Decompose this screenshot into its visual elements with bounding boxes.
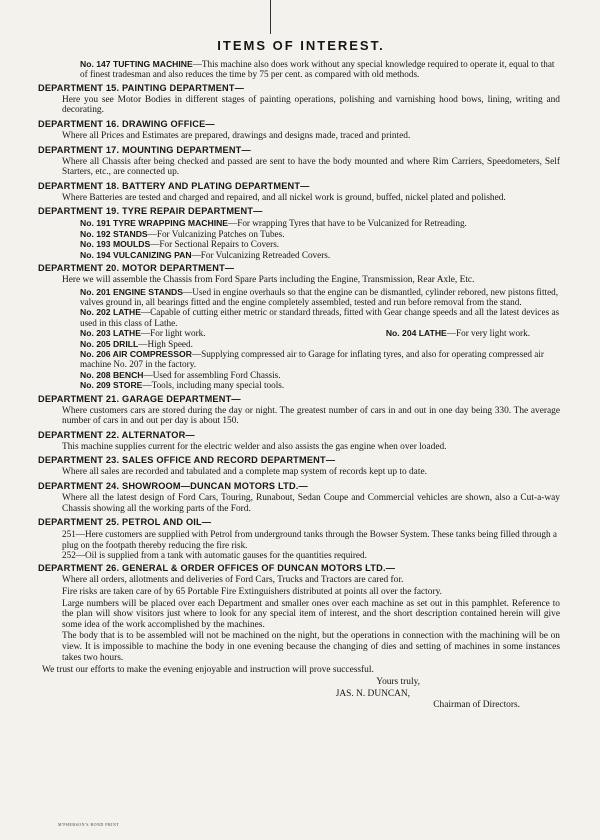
item-text: —For Vulcanizing Patches on Tubes. xyxy=(147,228,285,239)
intro-item xyxy=(80,59,560,80)
list-item xyxy=(80,250,560,260)
item-text: —This machine also does work without any special knowledge required to operate it, equal to that of finest tradesman and also reduces the time by 75 per cent. as compared with old methods. xyxy=(80,59,555,80)
list-item xyxy=(80,380,560,390)
dept-26-text: Large numbers will be placed over each Department and smaller ones over each machine as set out in this pamphlet. Reference to the plan will show visitors just where to look for any special item of interest, and the short description contained herein will give some idea of the work accomplished by the machines. xyxy=(62,598,560,630)
dept-21-text: Where customers cars are stored during the day or night. The greatest number of cars in and out in one day being 330. The average number of cars in and out per day is about 150. xyxy=(62,405,560,427)
dept-26-text: Where all orders, allotments and deliveries of Ford Cars, Trucks and Tractors are cared for. xyxy=(62,575,404,586)
dept-18-heading: DEPARTMENT 18. BATTERY AND PLATING DEPARTMENT— xyxy=(38,180,310,191)
item-code: No. 201 ENGINE STANDS xyxy=(80,286,183,297)
dept-21-heading: DEPARTMENT 21. GARAGE DEPARTMENT— xyxy=(38,393,241,404)
item-code: No. 202 LATHE xyxy=(80,307,141,318)
item-text: —Supplying compressed air to Garage for inflating tyres, and also for operating compressed air machine No. 207 in the factory. xyxy=(80,349,544,370)
item-code: No. 193 MOULDS xyxy=(80,239,151,250)
item-code: No. 205 DRILL xyxy=(80,338,139,349)
dept-24-text: Where all the latest design of Ford Cars, Touring, Runabout, Sedan Coupe and Commercial vehicles are shown, also a Cut-a-way Chassis showing all the working parts of the Ford. xyxy=(62,493,560,514)
dept-22-text: This machine supplies current for the electric welder and also assists the gas engine when over loaded. xyxy=(62,441,447,452)
list-item xyxy=(80,339,560,349)
list-item xyxy=(62,550,560,560)
printer-credit: M'PHERSON'S BOND PRINT xyxy=(58,822,120,827)
dept-17-heading: DEPARTMENT 17. MOUNTING DEPARTMENT— xyxy=(38,144,251,155)
item-text: —Here customers are supplied with Petrol from underground tanks through the Bowser System. These tanks being filled through a plug on the footpath thereby reducing the fire risk. xyxy=(62,529,557,550)
list-item xyxy=(80,328,206,338)
list-item xyxy=(80,229,560,239)
item-text: —Capable of cutting either metric or standard threads, fitted with Gear change speeds and all the latest devices as used in this class of Lathe. xyxy=(80,307,560,328)
dept-16-heading: DEPARTMENT 16. DRAWING OFFICE— xyxy=(38,119,215,129)
list-item-pair xyxy=(80,328,560,338)
dept-23-text: Where all sales are recorded and tabulated and a complete map system of records kept up to date. xyxy=(62,467,427,478)
dept-25-heading: DEPARTMENT 25. PETROL AND OIL— xyxy=(38,517,212,528)
closing-text: We trust our efforts to make the evening enjoyable and instruction will prove successful. xyxy=(42,665,374,676)
list-item xyxy=(80,349,560,370)
list-item xyxy=(80,218,560,228)
item-text: —For very light work. xyxy=(446,328,530,339)
item-text: —Used for assembling Ford Chassis. xyxy=(143,369,281,380)
dept-20-heading: DEPARTMENT 20. MOTOR DEPARTMENT— xyxy=(38,263,235,273)
dept-16-text: Where all Prices and Estimates are prepared, drawings and designs made, traced and printed. xyxy=(62,131,411,141)
list-item xyxy=(80,287,560,308)
item-text: —Tools, including many special tools. xyxy=(142,380,285,391)
dept-18-text: Where Batteries are tested and charged and repaired, and all nickel work is ground, buffed, nickel plated and polished. xyxy=(62,192,506,203)
dept-17-text: Where all Chassis after being checked and passed are sent to have the body mounted and where Rim Carriers, Speedometers, Self Starters, etc., are connected up. xyxy=(62,156,560,178)
dept-22-heading: DEPARTMENT 22. ALTERNATOR— xyxy=(38,429,195,440)
dept-20-text: Here we will assemble the Chassis from Ford Spare Parts including the Engine, Transmission, Rear Axle, Etc. xyxy=(62,275,475,285)
signoff: Yours truly, xyxy=(376,676,420,687)
list-item xyxy=(62,529,560,550)
closing-block xyxy=(42,665,560,676)
item-text: —For Vulcanizing Retreaded Covers. xyxy=(191,249,331,260)
dept-15-heading: DEPARTMENT 15. PAINTING DEPARTMENT— xyxy=(38,82,245,93)
item-text: —For Sectional Repairs to Covers. xyxy=(150,239,280,250)
dept-19-heading: DEPARTMENT 19. TYRE REPAIR DEPARTMENT— xyxy=(38,206,263,217)
dept-26-text: The body that is to be assembled will not be machined on the night, but the operations in connection with the machining will be on view. It is impossible to machine the body in one evening because the changing of dies and setting of machines in some instances takes two hours. xyxy=(62,631,560,663)
item-code: No. 206 AIR COMPRESSOR xyxy=(80,349,192,360)
dept-26-heading: DEPARTMENT 26. GENERAL & ORDER OFFICES OF DUNCAN MOTORS LTD.— xyxy=(38,563,396,574)
signer-name: JAS. N. DUNCAN, xyxy=(335,688,410,699)
item-code: 251 xyxy=(62,529,76,540)
fold-mark xyxy=(270,0,271,34)
list-item xyxy=(80,239,560,249)
dept-26-text: Fire risks are taken care of by 65 Portable Fire Extinguishers distributed at points all over the factory. xyxy=(62,587,443,598)
item-code: No. 191 TYRE WRAPPING MACHINE xyxy=(80,218,229,229)
dept-24-heading: DEPARTMENT 24. SHOWROOM—DUNCAN MOTORS LTD.— xyxy=(38,481,308,492)
item-code: No. 208 BENCH xyxy=(80,369,144,380)
dept-23-heading: DEPARTMENT 23. SALES OFFICE AND RECORD DEPARTMENT— xyxy=(38,455,336,466)
item-code: No. 203 LATHE xyxy=(80,328,141,339)
list-item xyxy=(80,307,560,328)
dept-15-text: Here you see Motor Bodies in different stages of painting operations, polishing and varnishing hood bows, lining, writing and decorating. xyxy=(62,94,560,116)
page-title: ITEMS OF INTEREST. xyxy=(217,38,385,53)
item-code: No. 194 VULCANIZING PAN xyxy=(80,249,192,260)
signer-title: Chairman of Directors. xyxy=(433,699,520,710)
item-text: —Oil is supplied from a tank with automatic gauses for the quantities required. xyxy=(75,550,367,561)
item-code: 252 xyxy=(62,550,76,561)
item-text: —For wrapping Tyres that have to be Vulcanized for Retreading. xyxy=(228,218,467,229)
item-text: —Used in engine overhauls so that the engine can be dismantled, cylinder rebored, new pistons fitted, valves ground in, all bearings fitted and the engine completely assembled, tested and run before removal from the stand. xyxy=(80,286,559,307)
item-code: No. 204 LATHE xyxy=(385,328,447,339)
item-text: —For light work. xyxy=(140,328,206,339)
list-item xyxy=(386,328,530,338)
list-item xyxy=(80,370,560,380)
item-code: No. 147 TUFTING MACHINE xyxy=(80,59,193,69)
item-code: No. 209 STORE xyxy=(80,380,143,391)
item-text: —High Speed. xyxy=(138,338,193,349)
item-code: No. 192 STANDS xyxy=(80,228,148,239)
